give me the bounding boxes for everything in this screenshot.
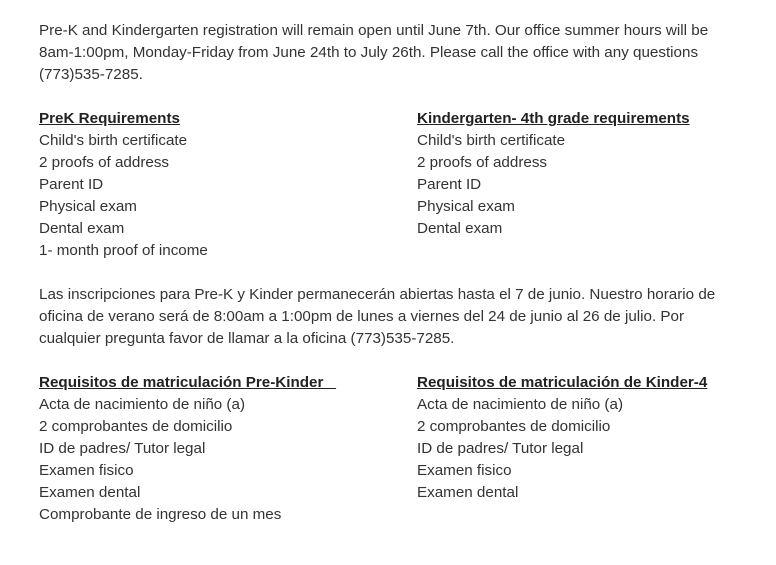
list-item: ID de padres/ Tutor legal [39,440,206,457]
list-item: 2 proofs of address [39,154,170,171]
list-item: 2 comprobantes de domicilio [39,418,233,435]
list-item: Child's birth certificate [39,132,188,149]
list-item: Parent ID [417,176,482,193]
english-intro-paragraph: Pre-K and Kindergarten registration will remain open until June 7th. Our office summer hours will be 8am-1:00pm, Monday-Friday from June 24th to July 26th. Please call the office with any questions (773)535-7285. [39,22,709,83]
list-item: 2 proofs of address [417,154,548,171]
list-item: Examen fisico [39,462,134,479]
list-item: Comprobante de ingreso de un mes [39,506,282,523]
list-item: 2 comprobantes de domicilio [417,418,611,435]
list-item: Examen fisico [417,462,512,479]
kinder-requisitos-column [417,372,707,504]
list-item: Child's birth certificate [417,132,566,149]
list-item: Parent ID [39,176,104,193]
kindergarten-requirements-heading: Kindergarten- 4th grade requirements [417,110,690,127]
kinder-requisitos-heading: Requisitos de matriculación de Kinder-4 [417,374,708,391]
spanish-requirements [39,372,739,526]
english-requirements [39,108,739,262]
prek-requisitos-column [39,372,336,526]
prek-requirements-heading: PreK Requirements [39,110,180,127]
kindergarten-requirements-column [417,108,690,240]
list-item: Acta de nacimiento de niño (a) [417,396,623,413]
list-item: Examen dental [417,484,519,501]
prek-requisitos-heading: Requisitos de matriculación Pre-Kinder [39,374,337,391]
list-item: Examen dental [39,484,141,501]
spanish-intro-paragraph: Las inscripciones para Pre-K y Kinder permanecerán abiertas hasta el 7 de junio. Nuestro horario de oficina de verano será de 8:00am a 1:00pm de lunes a viernes del 24 de junio al 26 de julio. Por cualquier pregunta favor de llamar a la oficina (773)535-7285. [39,286,716,347]
document-page [39,20,739,526]
list-item: Dental exam [39,220,125,237]
list-item: Acta de nacimiento de niño (a) [39,396,245,413]
list-item: Physical exam [417,198,515,215]
list-item: Dental exam [417,220,503,237]
list-item: 1- month proof of income [39,242,208,259]
list-item: ID de padres/ Tutor legal [417,440,584,457]
list-item: Physical exam [39,198,137,215]
prek-requirements-column [39,108,208,262]
